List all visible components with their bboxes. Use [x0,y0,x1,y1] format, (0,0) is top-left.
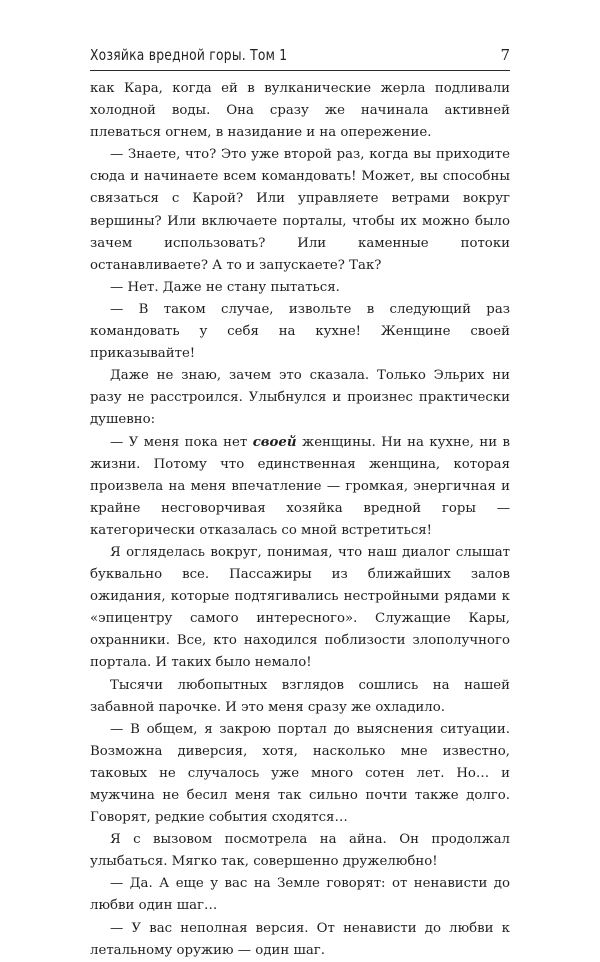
paragraph-text: женщины. Ни на кухне, ни в жизни. Потому что единственная женщина, которая произвела на меня впечатление — громкая, энергичная и крайне несговорчивая хозяйка вредной горы — категорически отказалась со мной встретиться! [90,434,510,538]
paragraph-text: — У меня пока нет [110,434,253,450]
paragraph: — Нет. Даже не стану пытаться. [110,279,340,295]
running-header [90,44,510,71]
paragraph: Я с вызовом посмотрела на айна. Он продолжал улыбаться. Мягко так, совершенно дружелюбно! [90,832,510,870]
paragraph: — В общем, я закрою портал до выяснения ситуации. Возможна диверсия, хотя, насколько мне известно, таковых не случалось уже много сотен лет. Но… и мужчина не бесил меня так сильно почти также долго. Говорят, редкие события сходятся… [90,721,510,826]
paragraph: — В таком случае, извольте в следующий раз командовать у себя на кухне! Женщине своей приказывайте! [90,301,510,362]
paragraph: Даже не знаю, зачем это сказала. Только Эльрих ни разу не расстроился. Улыбнулся и произнес практически душевно: [90,368,510,428]
paragraph: — Знаете, что? Это уже второй раз, когда вы приходите сюда и начинаете всем командовать! Может, вы способны связаться с Карой? Или управляете ветрами вокруг вершины? Или включаете порталы, чтобы их можно было зачем использовать? Или каменные потоки останавливаете? А то и запускаете? Так? [90,147,510,273]
paragraph: Тысячи любопытных взглядов сошлись на нашей забавной парочке. И это меня сразу же охладило. [90,677,510,715]
paragraph: — Да. А еще у вас на Земле говорят: от ненависти до любви один шаг… [90,876,510,914]
paragraph: Я огляделась вокруг, понимая, что наш диалог слышат буквально все. Пассажиры из ближайших залов ожидания, которые подтягивались нестройными рядами к «эпицентру самого интересного». Служащие Кары, охранники. Все, кто находился поблизости злополучного портала. И таких было немало! [90,544,510,671]
emphasized-word: своей [252,434,297,450]
page-text [90,78,510,962]
paragraph: как Кара, когда ей в вулканические жерла подливали холодной воды. Она сразу же начинала активней плеваться огнем, в назидание и на опережение. [90,81,510,141]
book-title: Хозяйка вредной горы. Том 1 [90,46,288,64]
paragraph [90,432,510,542]
page-number: 7 [500,46,510,64]
paragraph: — У вас неполная версия. От ненависти до любви к летальному оружию — один шаг. [90,920,510,958]
